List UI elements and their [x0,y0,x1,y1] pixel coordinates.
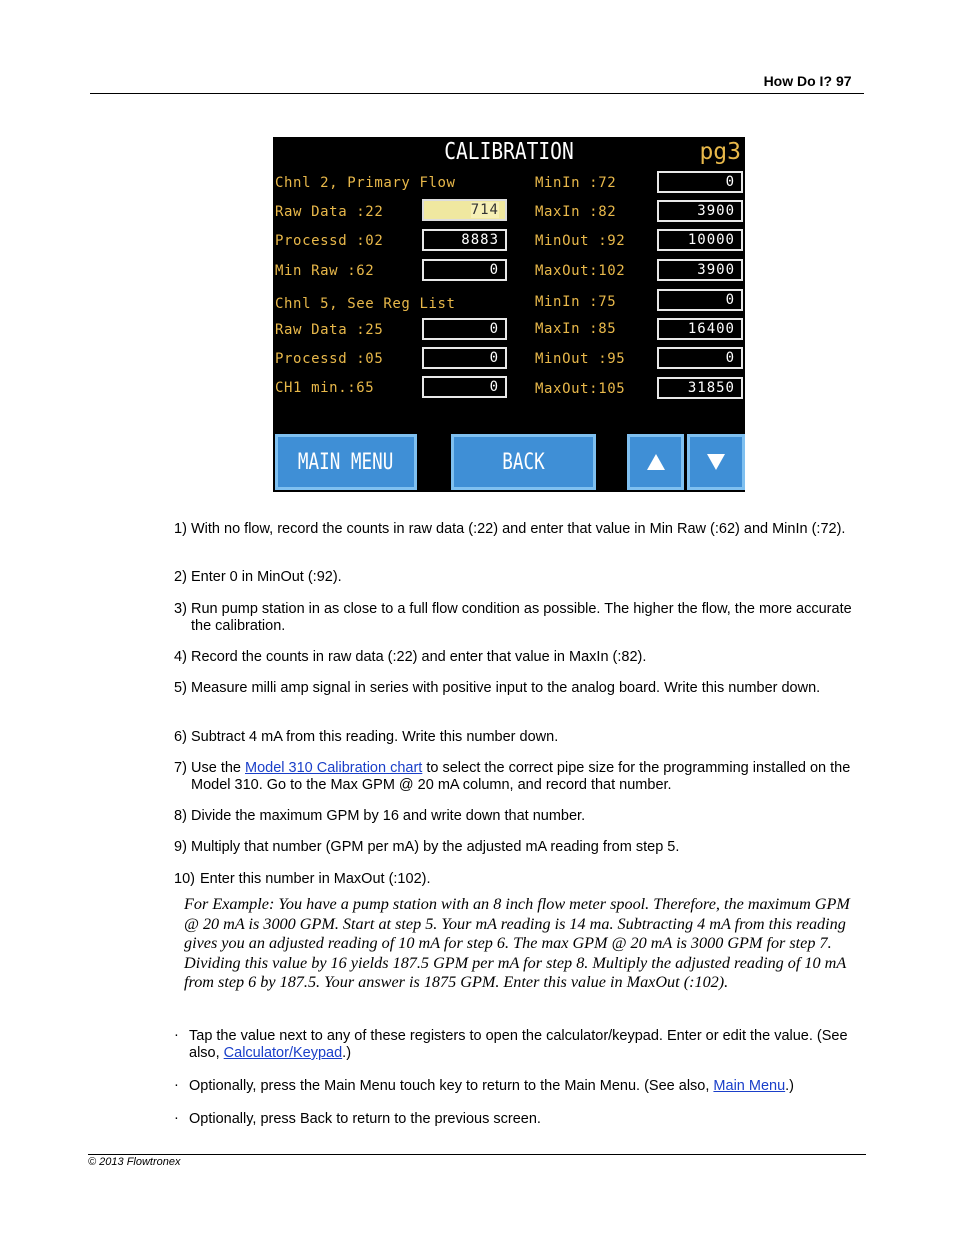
model-310-calibration-chart-link[interactable]: Model 310 Calibration chart [245,760,423,776]
processd-05-field[interactable]: 0 [422,347,507,369]
step-6: 6) Subtract 4 mA from this reading. Write this number down. [174,729,559,745]
raw-data-22-field[interactable]: 714 [422,199,507,221]
maxout-105-field[interactable]: 31850 [657,377,743,399]
processd-02-label: Processd :02 [275,233,384,249]
step-7: 7) Use the Model 310 Calibration chart to select the correct pipe size for the programming installed on the Model 310. Go to the Max GPM @ 20 mA column, and record that number. [174,760,851,793]
minin-72-label: MinIn :72 [535,175,617,191]
up-arrow-icon [646,453,666,471]
minin-72-field[interactable]: 0 [657,171,743,193]
step-10: 10) Enter this number in MaxOut (:102). [174,871,431,887]
maxin-82-label: MaxIn :82 [535,204,617,220]
page-number: 97 [836,73,852,89]
min-raw-62-field[interactable]: 0 [422,259,507,281]
minout-92-label: MinOut :92 [535,233,626,249]
maxin-85-field[interactable]: 16400 [657,318,743,340]
step-4: 4) Record the counts in raw data (:22) and enter that value in MaxIn (:82). [174,649,647,665]
screen-page-indicator: pg3 [699,139,741,165]
channel-2-header: Chnl 2, Primary Flow [275,175,456,191]
minout-95-label: MinOut :95 [535,351,626,367]
maxout-102-field[interactable]: 3900 [657,259,743,281]
maxin-85-label: MaxIn :85 [535,321,617,337]
step-1: 1) With no flow, record the counts in raw data (:22) and enter that value in Min Raw (:62) and MinIn (:72). [174,521,846,537]
section-title: How Do I? [763,73,832,89]
bullet-tap-value: · Tap the value next to any of these registers to open the calculator/keypad. Enter or edit the value. (See also, Calculator/Keypad.) [174,1027,848,1061]
step-9: 9) Multiply that number (GPM per mA) by the adjusted mA reading from step 5. [174,839,680,855]
bullet-back: · Optionally, press Back to return to the previous screen. [174,1110,541,1127]
step-8: 8) Divide the maximum GPM by 16 and write down that number. [174,808,586,824]
calculator-keypad-link[interactable]: Calculator/Keypad [223,1045,343,1061]
ch1-min-65-field[interactable]: 0 [422,376,507,398]
worked-example: For Example: You have a pump station with an 8 inch flow meter spool. Therefore, the maximum GPM @ 20 mA is 3000 GPM. Start at step 5. Your mA reading is 14 ma. Subtracting 4 mA from this reading gives you an adjusted reading of 10 mA for step 6. The max GPM @ 20 mA is 3000 GPM for step 7. Dividing this value by 16 yields 187.5 GPM per mA for step 8. Multiply the adjusted reading of 10 mA from step 6 by 187.5. Your answer is 1875 GPM. Enter this value in MaxOut (:102). [184,895,850,991]
processd-02-field[interactable]: 8883 [422,229,507,251]
minin-75-label: MinIn :75 [535,294,617,310]
step-5: 5) Measure milli amp signal in series with positive input to the analog board. Write this number down. [174,680,821,696]
raw-data-25-label: Raw Data :25 [275,322,384,338]
maxin-82-field[interactable]: 3900 [657,200,743,222]
page-header [90,0,864,94]
minin-75-field[interactable]: 0 [657,289,743,311]
maxout-105-label: MaxOut:105 [535,381,626,397]
main-menu-link[interactable]: Main Menu [713,1078,786,1094]
scroll-up-button[interactable] [627,434,684,490]
screen-title: CALIBRATION [444,139,574,165]
maxout-102-label: MaxOut:102 [535,263,626,279]
step-2: 2) Enter 0 in MinOut (:92). [174,569,342,585]
main-menu-button[interactable]: MAIN MENU [275,434,417,490]
raw-data-22-label: Raw Data :22 [275,204,384,220]
ch1-min-65-label: CH1 min.:65 [275,380,375,396]
channel-5-header: Chnl 5, See Reg List [275,296,456,312]
back-button[interactable]: BACK [451,434,596,490]
copyright: © 2013 Flowtronex [88,1156,181,1168]
page-footer [88,1154,866,1168]
processd-05-label: Processd :05 [275,351,384,367]
bullet-main-menu: · Optionally, press the Main Menu touch key to return to the Main Menu. (See also, Main Menu.) [174,1077,795,1094]
scroll-down-button[interactable] [687,434,745,490]
calibration-screen [273,137,745,492]
down-arrow-icon [706,453,726,471]
minout-95-field[interactable]: 0 [657,347,743,369]
minout-92-field[interactable]: 10000 [657,229,743,251]
min-raw-62-label: Min Raw :62 [275,263,375,279]
raw-data-25-field[interactable]: 0 [422,318,507,340]
step-3: 3) Run pump station in as close to a full flow condition as possible. The higher the flow, the more accurate the calibration. [174,601,852,634]
